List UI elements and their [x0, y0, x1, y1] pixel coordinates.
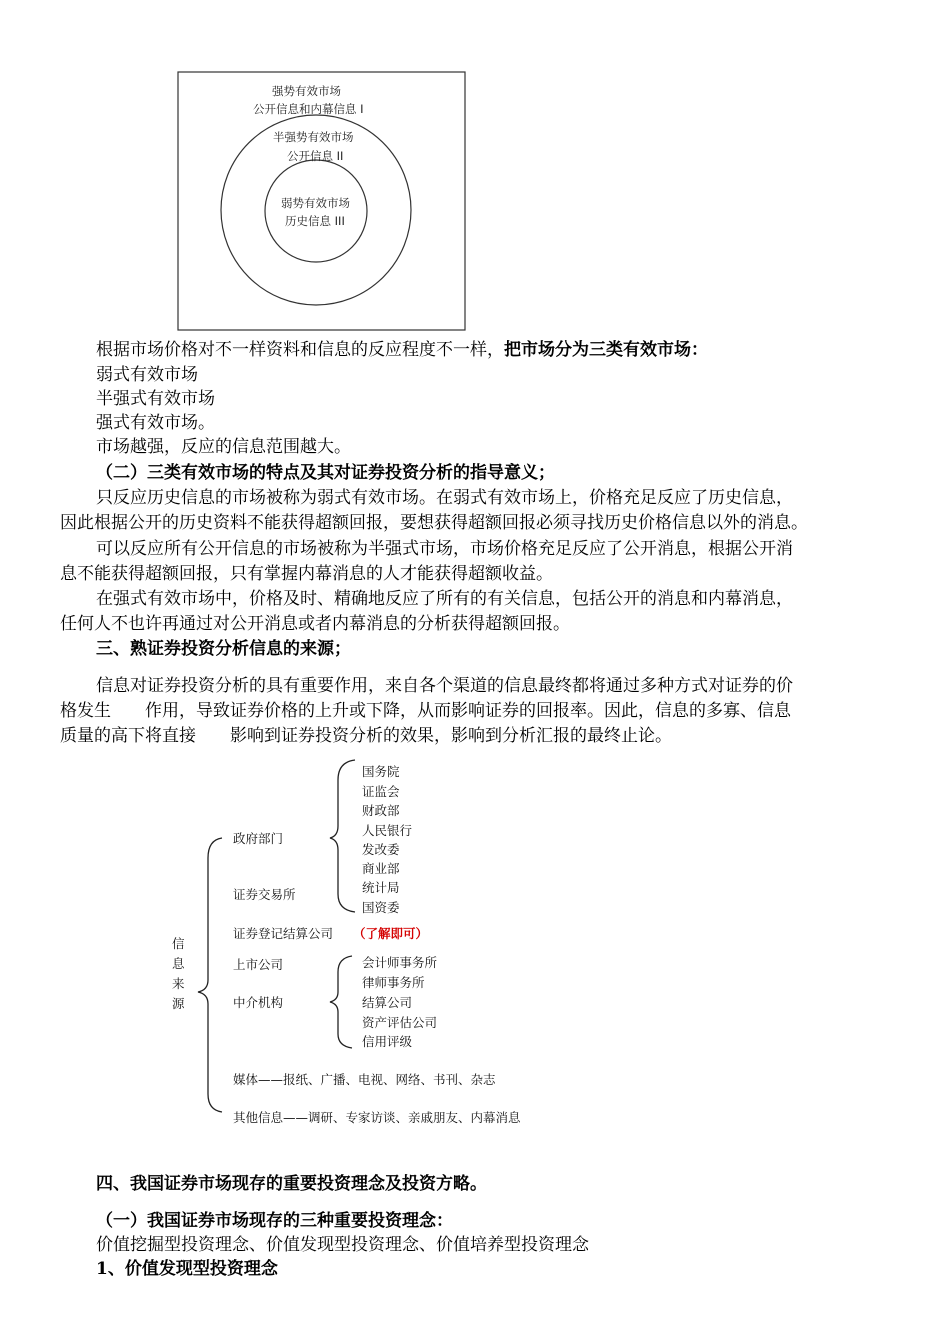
- semi-strong-label: 半强势有效市场: [273, 130, 354, 144]
- gov-item-ndrc: 发改委: [362, 842, 400, 857]
- source-root-2: 息: [172, 956, 185, 971]
- weak-info: 历史信息 III: [285, 214, 345, 228]
- gov-item-sasac: 国资委: [362, 900, 400, 915]
- weak-label: 弱势有效市场: [281, 196, 350, 210]
- intermediary-label: 中介机构: [233, 995, 284, 1010]
- gov-item-finance: 财政部: [362, 803, 400, 818]
- section3-heading: 三、熟证券投资分析信息的来源；: [96, 639, 351, 659]
- clearing-label: 证券登记结算公司: [233, 926, 334, 941]
- intermediary-item-law: 律师事务所: [362, 975, 425, 990]
- intermediary-item-appraisal: 资产评估公司: [362, 1015, 438, 1030]
- section2-p1-line2: 因此根据公开的历史资料不能获得超额回报，要想获得超额回报必须寻找历史价格信息以外的消息。: [60, 513, 808, 533]
- market-type-semi-strong: 半强式有效市场: [96, 389, 215, 409]
- government-label: 政府部门: [233, 831, 284, 846]
- government-bracket: [330, 760, 355, 912]
- section2-p2-line1: 可以反应所有公开信息的市场被称为半强式市场，市场价格充足反应了公开消息，根据公开消: [96, 539, 793, 559]
- strong-market-info: 公开信息和内幕信息 I: [253, 102, 364, 116]
- section3-p-line2: 格发生 作用，导致证券价格的上升或下降，从而影响证券的回报率。因此，信息的多寡、信息: [60, 701, 791, 721]
- exchange-label: 证券交易所: [233, 887, 296, 902]
- intermediary-item-accounting: 会计师事务所: [362, 955, 438, 970]
- section2-p3-line2: 任何人不也许再通过对公开消息或者内幕消息的分析获得超额回报。: [60, 614, 570, 634]
- intermediary-item-settlement: 结算公司: [362, 995, 413, 1010]
- listed-company-label: 上市公司: [233, 957, 284, 972]
- source-root-4: 源: [172, 996, 185, 1011]
- clearing-note: （了解即可）: [353, 926, 429, 941]
- main-bracket: [198, 838, 222, 1112]
- intro-note: 市场越强，反应的信息范围越大。: [96, 437, 351, 457]
- gov-item-commerce: 商业部: [362, 861, 400, 876]
- section2-p1-line1: 只反应历史信息的市场被称为弱式有效市场。在弱式有效市场上，价格充足反应了历史信息，: [96, 488, 793, 508]
- media-line: 媒体——报纸、广播、电视、网络、书刊、杂志: [233, 1072, 496, 1087]
- strong-market-label: 强势有效市场: [272, 84, 341, 98]
- section2-p2-line2: 息不能获得超额回报，只有掌握内幕消息的人才能获得超额收益。: [60, 564, 553, 584]
- market-type-weak: 弱式有效市场: [96, 365, 198, 385]
- intermediary-bracket: [330, 956, 352, 1048]
- section4-item1: 1、价值发现型投资理念: [96, 1259, 278, 1279]
- intro-lead-text: 根据市场价格对不一样资料和信息的反应程度不一样，: [96, 340, 504, 360]
- intro-lead-bold: 把市场分为三类有效市场：: [504, 340, 708, 360]
- section3-p-line1: 信息对证券投资分析的具有重要作用，来自各个渠道的信息最终都将通过多种方式对证券的价: [96, 676, 793, 696]
- source-root-3: 来: [172, 976, 185, 991]
- section4-heading: 四、我国证券市场现存的重要投资理念及投资方略。: [96, 1174, 487, 1194]
- section4-sub1: （一）我国证券市场现存的三种重要投资理念：: [96, 1211, 453, 1231]
- market-type-strong: 强式有效市场。: [96, 413, 215, 433]
- other-info-line: 其他信息——调研、专家访谈、亲戚朋友、内幕消息: [233, 1110, 521, 1125]
- section2-p3-line1: 在强式有效市场中，价格及时、精确地反应了所有的有关信息，包括公开的消息和内幕消息，: [96, 589, 793, 609]
- intermediary-item-rating: 信用评级: [362, 1034, 413, 1049]
- semi-strong-info: 公开信息 II: [287, 149, 344, 163]
- gov-item-pboc: 人民银行: [362, 823, 413, 838]
- gov-item-state-council: 国务院: [362, 764, 400, 779]
- section3-p-line3: 质量的高下将直接 影响到证券投资分析的效果，影响到分析汇报的最终止论。: [60, 726, 672, 746]
- gov-item-csrc: 证监会: [362, 784, 400, 799]
- gov-item-statistics: 统计局: [362, 880, 400, 895]
- section4-concepts: 价值挖掘型投资理念、价值发现型投资理念、价值培养型投资理念: [96, 1235, 589, 1255]
- section2-heading: （二）三类有效市场的特点及其对证券投资分析的指导意义；: [96, 463, 555, 483]
- source-root-1: 信: [172, 936, 185, 951]
